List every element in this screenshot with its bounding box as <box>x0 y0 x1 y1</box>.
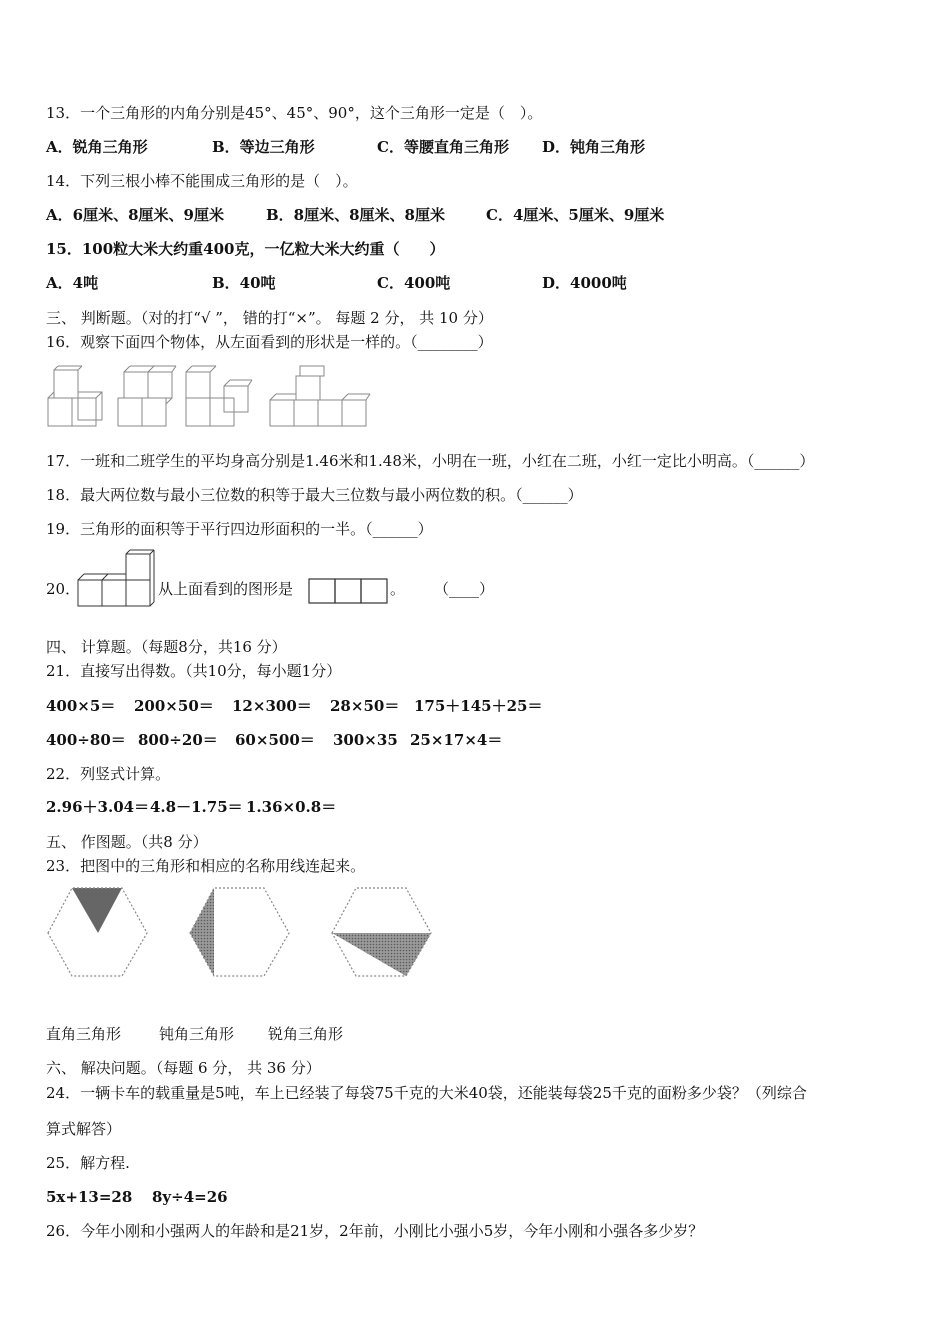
q25-equation: 8y÷4=26 <box>152 1188 228 1206</box>
q13-stem: 13．一个三角形的内角分别是45°、45°、90°，这个三角形一定是（ ）。 <box>46 104 543 122</box>
triangle-name-acute: 锐角三角形 <box>268 1025 344 1043</box>
q20-solid-figure <box>76 550 156 608</box>
q21-item: 400÷80＝ <box>46 731 126 749</box>
q25-equation: 5x+13=28 <box>46 1188 133 1206</box>
q21-item: 60×500＝ <box>235 731 315 749</box>
q13-option-a: A．锐角三角形 <box>46 138 148 156</box>
cube-figure-1 <box>48 366 102 426</box>
q22-stem: 22．列竖式计算。 <box>46 765 171 783</box>
q21-item: 200×50＝ <box>134 697 214 715</box>
q23-stem: 23．把图中的三角形和相应的名称用线连起来。 <box>46 857 366 875</box>
triangle-name-obtuse: 钝角三角形 <box>159 1025 235 1043</box>
q21-item: 800÷20＝ <box>138 731 218 749</box>
hexagon-1 <box>48 888 147 976</box>
q13-option-d: D．钝角三角形 <box>542 138 646 156</box>
q18-stem: 18．最大两位数与最小三位数的积等于最大三位数与最小两位数的积。（______） <box>46 486 583 504</box>
q13-option-b: B．等边三角形 <box>212 138 315 156</box>
q19-stem: 19．三角形的面积等于平行四边形面积的一半。（______） <box>46 520 433 538</box>
q21-item: 175＋145＋25＝ <box>414 697 543 715</box>
hexagon-2 <box>190 888 289 976</box>
hexagon-3 <box>332 888 431 976</box>
q20-blank: （____） <box>434 580 495 598</box>
q22-item: 4.8－1.75＝ <box>150 798 243 816</box>
q15-option-b: B．40吨 <box>212 274 276 292</box>
q13-option-c: C．等腰直角三角形 <box>377 138 509 156</box>
q21-item: 12×300＝ <box>232 697 312 715</box>
q26-stem: 26．今年小刚和小强两人的年龄和是21岁，2年前，小刚比小强小5岁，今年小刚和小强各多少岁？ <box>46 1222 704 1240</box>
q17-stem: 17．一班和二班学生的平均身高分别是1.46米和1.48米，小明在一班，小红在二班，小红一定比小明高。（______） <box>46 452 815 470</box>
q14-option-c: C．4厘米、5厘米、9厘米 <box>486 206 665 224</box>
obtuse-triangle <box>190 888 214 976</box>
q24-stem-line2: 算式解答） <box>46 1120 122 1138</box>
right-triangle <box>332 933 431 976</box>
q25-stem: 25．解方程. <box>46 1154 130 1172</box>
q22-item: 1.36×0.8＝ <box>246 798 337 816</box>
q21-item: 28×50＝ <box>330 697 400 715</box>
q23-hexagon-figures <box>46 886 436 980</box>
cube-figure-3 <box>186 366 252 426</box>
q20-number: 20． <box>46 580 81 598</box>
q20-text: 从上面看到的图形是 <box>158 580 294 598</box>
acute-triangle <box>72 888 122 933</box>
q21-item: 400×5＝ <box>46 697 116 715</box>
q21-item: 300×35 <box>333 731 398 749</box>
section-6-heading: 六、 解决问题。（每题 6 分， 共 36 分） <box>46 1059 321 1077</box>
section-5-heading: 五、 作图题。（共8 分） <box>46 833 208 851</box>
q14-option-a: A．6厘米、8厘米、9厘米 <box>46 206 224 224</box>
q15-option-d: D．4000吨 <box>542 274 627 292</box>
q21-stem: 21．直接写出得数。（共10分，每小题1分） <box>46 662 342 680</box>
cube-figure-2 <box>118 366 176 426</box>
q21-item: 25×17×4＝ <box>410 731 503 749</box>
q20-end: 。 <box>390 580 406 598</box>
q15-stem: 15．100粒大米大约重400克，一亿粒大米大约重（ ） <box>46 240 445 258</box>
q16-stem: 16．观察下面四个物体，从左面看到的形状是一样的。（________） <box>46 333 493 351</box>
q16-cube-figures <box>46 362 376 432</box>
q14-stem: 14．下列三根小棒不能围成三角形的是（ ）。 <box>46 172 358 190</box>
section-4-heading: 四、 计算题。（每题8分，共16 分） <box>46 638 287 656</box>
q24-stem-line1: 24．一辆卡车的载重量是5吨，车上已经装了每袋75千克的大米40袋，还能装每袋25千克的面粉多少袋？（列综合 <box>46 1084 807 1102</box>
q15-option-a: A．4吨 <box>46 274 99 292</box>
cube-figure-4 <box>270 366 370 426</box>
q15-option-c: C．400吨 <box>377 274 451 292</box>
section-3-heading: 三、 判断题。（对的打“√ ”， 错的打“×”。 每题 2 分， 共 10 分） <box>46 309 493 327</box>
q20-top-view-figure <box>308 577 388 605</box>
q14-option-b: B．8厘米、8厘米、8厘米 <box>266 206 445 224</box>
triangle-name-right: 直角三角形 <box>46 1025 122 1043</box>
q22-item: 2.96＋3.04＝ <box>46 798 150 816</box>
